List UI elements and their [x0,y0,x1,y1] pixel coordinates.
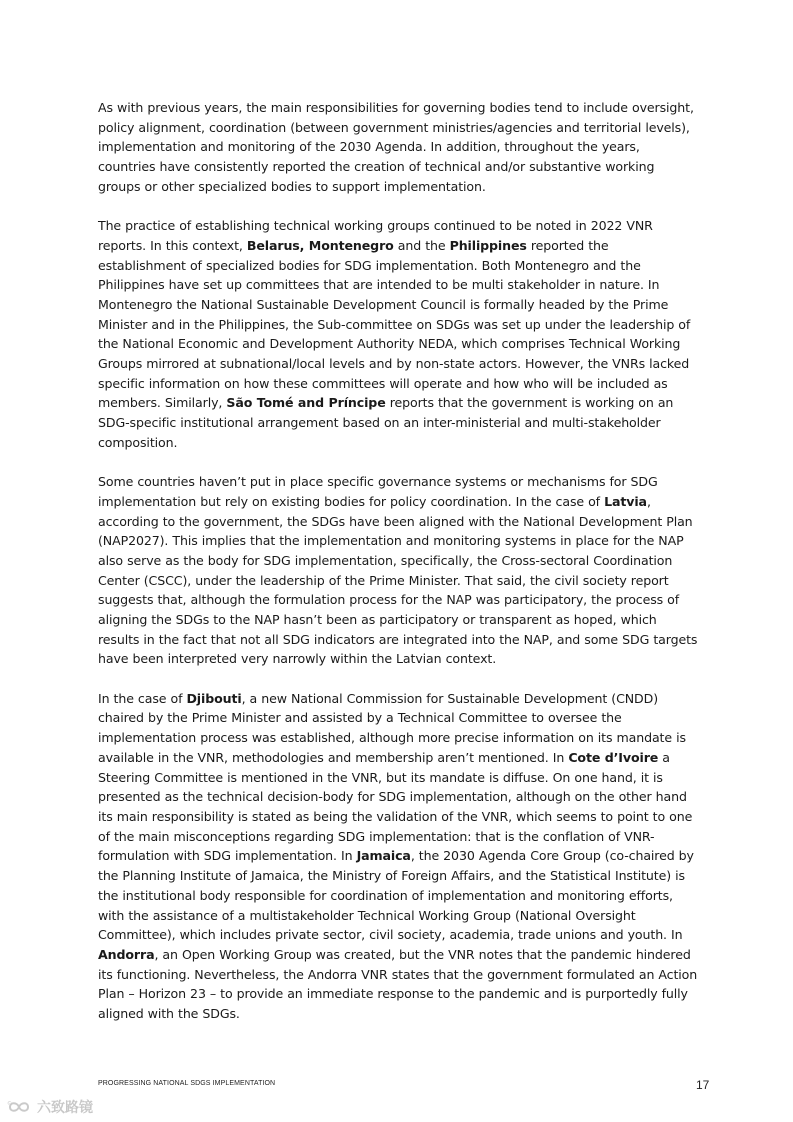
paragraph-3 [98,472,698,669]
page-body [98,98,698,1043]
country-name-djibouti: Djibouti [186,690,242,706]
country-name-sao-tome: São Tomé and Príncipe [226,395,386,411]
text-run: and the [393,237,450,253]
text-run: , according to the government, the SDGs have been aligned with the National Development Plan (NAP2027). This implies that the implementation and monitoring systems in place for the NAP also serve as the body for SDG implementation, specifically, the Cross-sectoral Coordination Center (CSCC), under the leadership of the Prime Minister. That said, the civil society report suggests that, although the formulation process for the NAP was participatory, the process of aligning the SDGs to the NAP hasn’t been as participatory or transparent as hoped, which results in the fact that not all SDG indicators are integrated into the NAP, and some SDG targets have been interpreted very narrowly within the Latvian context. [98,493,698,667]
country-name-latvia: Latvia [604,493,647,509]
text-run: reported the establishment of specialized bodies for SDG implementation. Both Montenegro and the Philippines have set up committees that are intended to be multi stakeholder in nature. In Montenegro the National Sustainable Development Council is formally headed by the Prime Minister and in the Philippines, the Sub-committee on SDGs was set up under the leadership of the National Economic and Development Authority NEDA, which comprises Technical Working Groups mirrored at subnational/local levels and by non-state actors. However, the VNRs lacked specific information on how these committees will operate and how who will be included as members. Similarly, [98,237,691,411]
text-run: The practice of establishing technical working groups continued to be noted in 2022 VNR reports. In this context, [98,218,653,253]
country-name-belarus-montenegro: Belarus, Montenegro [246,237,394,253]
text-run: a Steering Committee is mentioned in the VNR, but its mandate is diffuse. On one hand, it is presented as the technical decision-body for SDG implementation, although on the other hand its main responsibility is stated as being the validation of the VNR, which seems to point to one of the main misconceptions regarding SDG implementation: that is the conflation of VNR-formulation with SDG implementation. In [98,749,693,864]
watermark [6,1097,93,1117]
svg-text:©: © [7,1101,12,1107]
text-run: , the 2030 Agenda Core Group (co-chaired by the Planning Institute of Jamaica, the Ministry of Foreign Affairs, and the Statistical Institute) is the institutional body responsible for coordination of implementation and monitoring efforts, with the assistance of a multistakeholder Technical Working Group (National Oversight Committee), which includes private sector, civil society, academia, trade unions and youth. In [98,848,694,943]
running-footer: PROGRESSING NATIONAL SDGS IMPLEMENTATION [98,1080,276,1087]
page-number: 17 [696,1078,710,1092]
paragraph-1 [98,98,698,197]
country-name-jamaica: Jamaica [356,848,411,864]
text-run: As with previous years, the main responsibilities for governing bodies tend to include oversight, policy alignment, coordination (between government ministries/agencies and territorial levels), implementation and monitoring of the 2030 Agenda. In addition, throughout the years, countries have consistently reported the creation of technical and/or substantive working groups or other specialized bodies to support implementation. [98,100,694,194]
watermark-text: 六致路镜 [37,1100,93,1116]
text-run: reports that the government is working on an SDG-specific institutional arrangement based on an inter-ministerial and multi-stakeholder composition. [98,395,674,450]
country-name-philippines: Philippines [449,237,527,253]
text-run: , an Open Working Group was created, but the VNR notes that the pandemic hindered its functioning. Nevertheless, the Andorra VNR states that the government formulated an Action Plan – Horizon 23 – to provide an immediate response to the pandemic and is purportedly fully aligned with the SDGs. [98,946,698,1022]
text-run: Some countries haven’t put in place specific governance systems or mechanisms for SDG implementation but rely on existing bodies for policy coordination. In the case of [98,474,658,509]
paragraph-2 [98,216,698,452]
infinity-logo-icon [6,1099,32,1115]
text-run: , a new National Commission for Sustainable Development (CNDD) chaired by the Prime Minister and assisted by a Technical Committee to oversee the implementation process was established, although more precise information on its mandate is available in the VNR, methodologies and membership aren’t mentioned. In [98,690,686,765]
paragraph-4 [98,689,698,1024]
country-name-cote-divoire: Cote d’Ivoire [568,749,659,765]
country-name-andorra: Andorra [98,946,155,962]
text-run: In the case of [98,690,187,706]
